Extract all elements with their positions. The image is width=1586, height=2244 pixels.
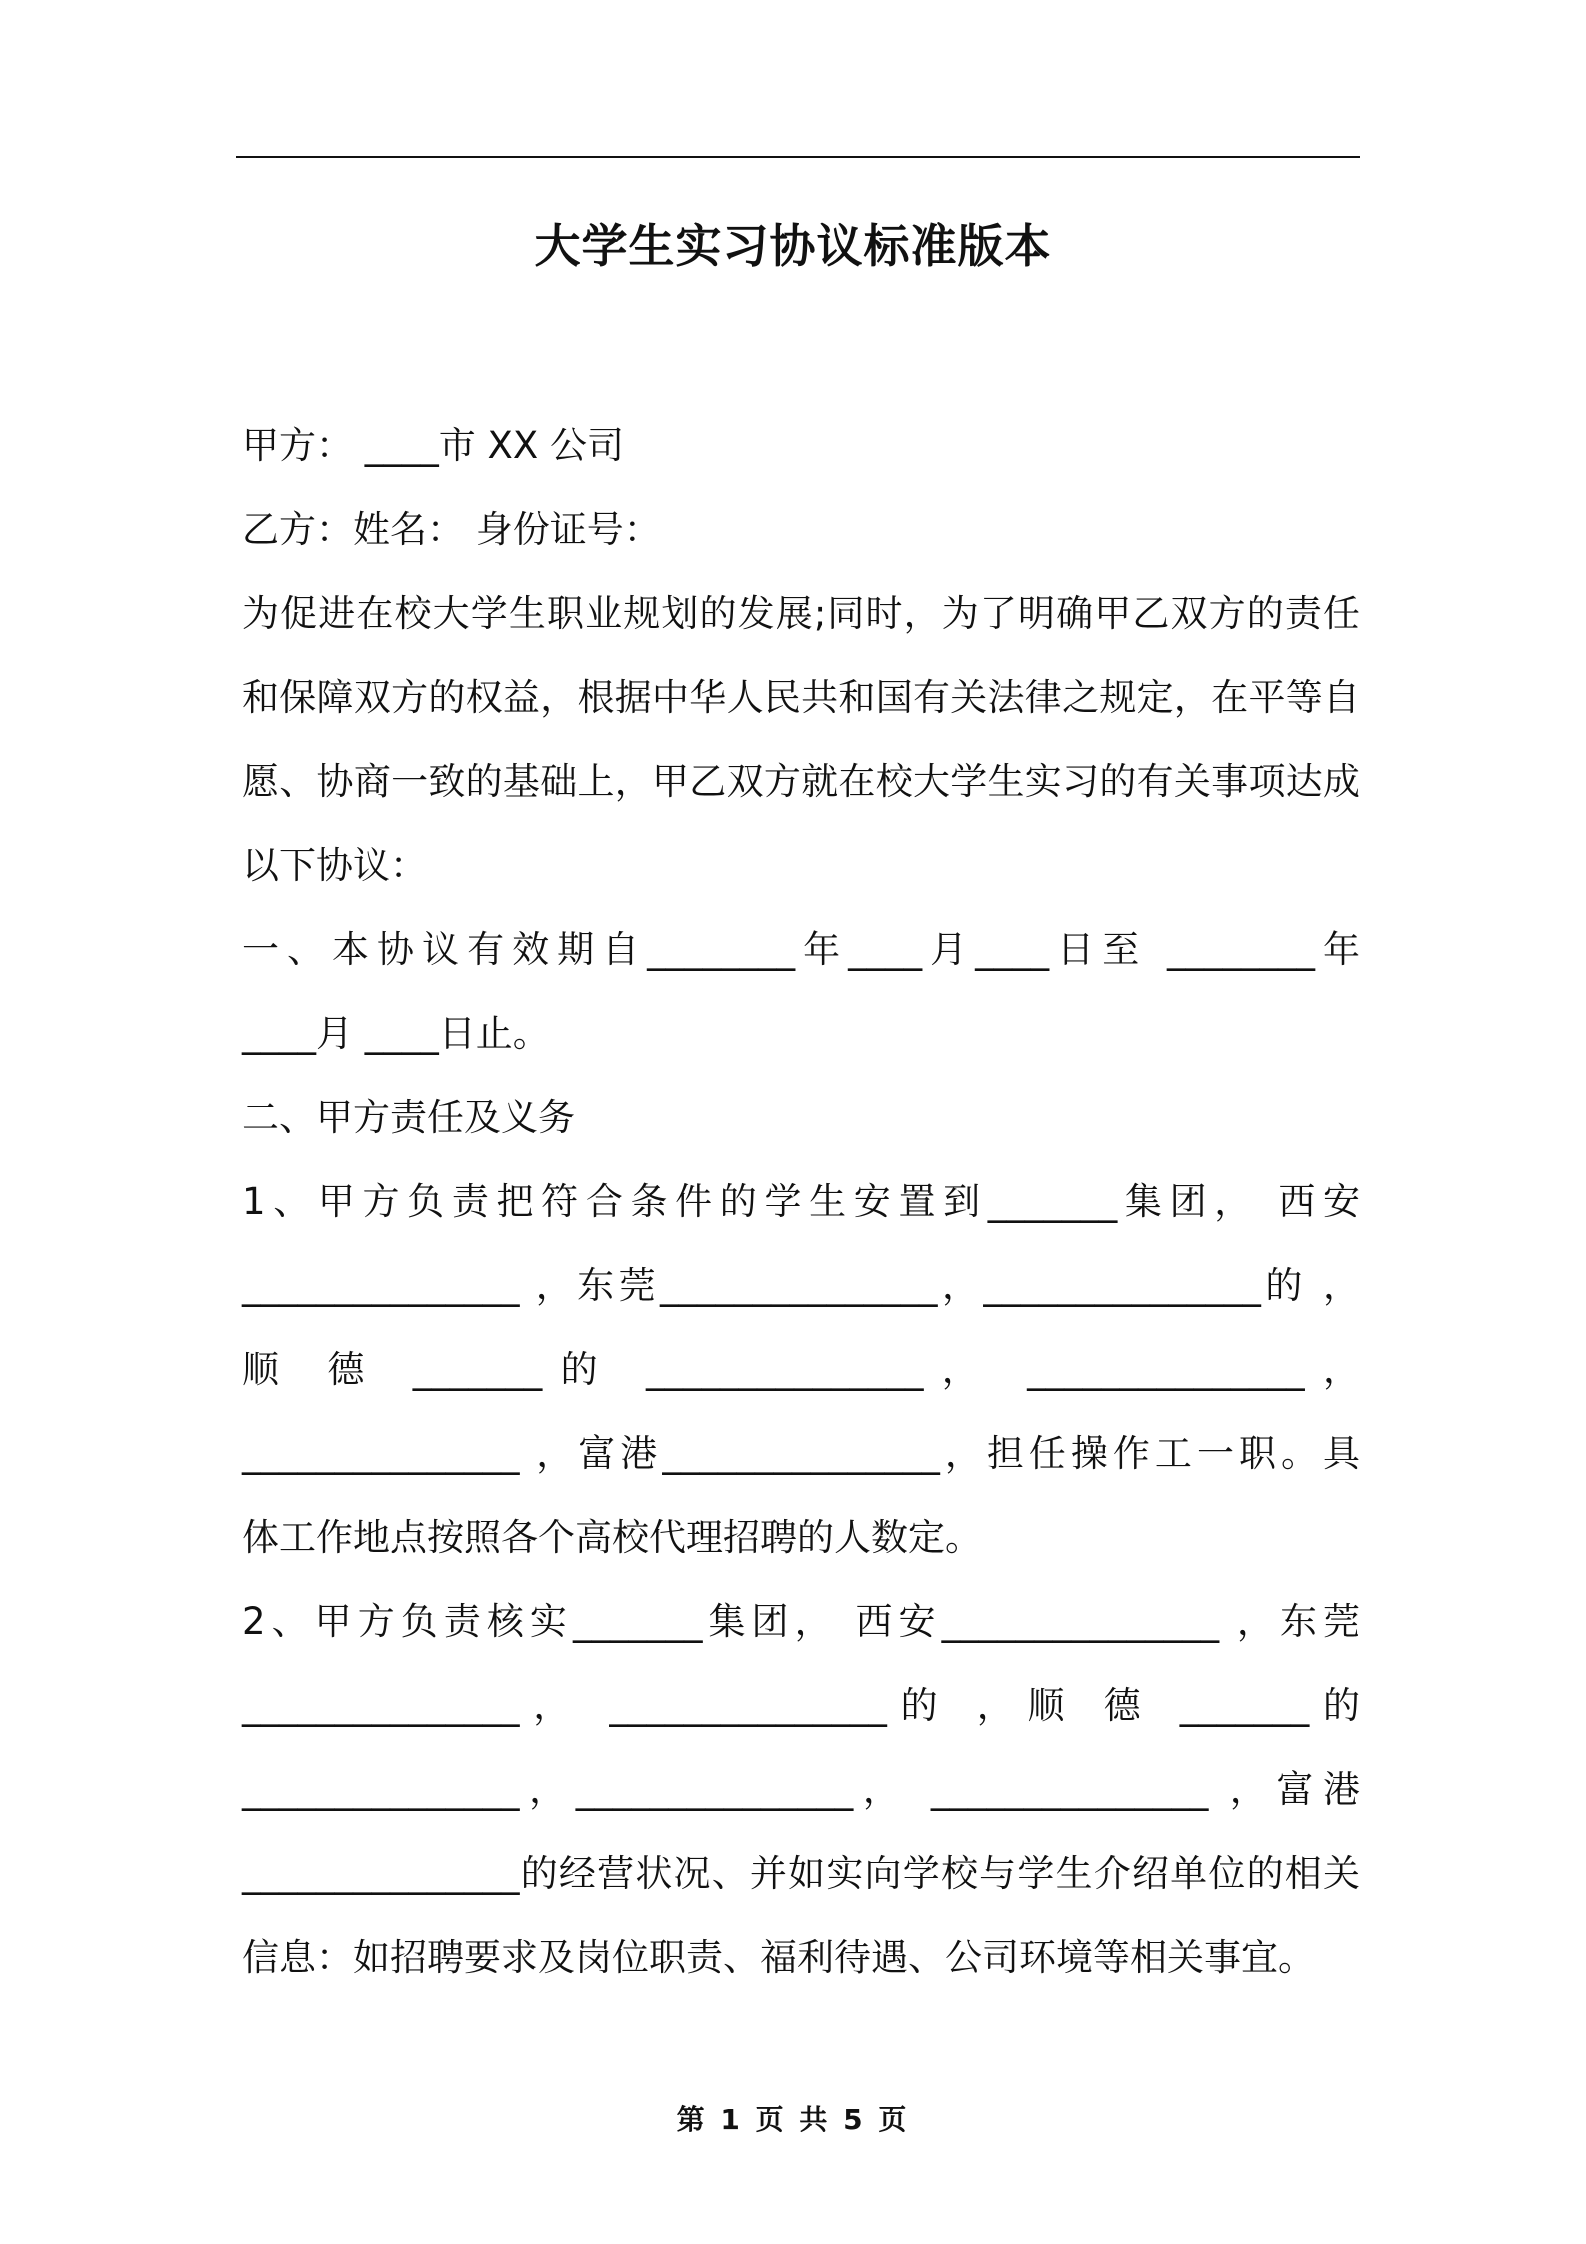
page-footer: 第 1 页 共 5 页 (676, 2103, 910, 2136)
item-2-line-3: _______________，_______________， _______________ ，富港 (242, 1768, 1360, 1811)
preamble-line-2: 和保障双方的权益，根据中华人民共和国有关法律之规定，在平等自 (242, 676, 1360, 719)
document-title: 大学生实习协议标准版本 (534, 219, 1052, 273)
party-a-line: 甲方： ____市 XX 公司 (242, 424, 624, 467)
preamble-line-4: 以下协议： (242, 844, 427, 887)
preamble-line-1: 为促进在校大学生职业规划的发展;同时，为了明确甲乙双方的责任 (242, 592, 1360, 635)
preamble-line-3: 愿、协商一致的基础上，甲乙双方就在校大学生实习的有关事项达成 (242, 760, 1360, 803)
item-1-line-3: 顺 德 _______的 _______________， _______________， (242, 1348, 1360, 1391)
item-1-line-5: 体工作地点按照各个高校代理招聘的人数定。 (242, 1516, 982, 1559)
section-2-heading: 二、甲方责任及义务 (242, 1096, 575, 1139)
item-2-line-2: _______________， _______________的 ，顺 德 _______的 (242, 1684, 1360, 1727)
document-body (242, 404, 1360, 2000)
header-rule (236, 156, 1360, 158)
clause-1-line-1: 一、本协议有效期自________年____月____日至 ________年 (242, 928, 1360, 971)
item-2-line-4: _______________的经营状况、并如实向学校与学生介绍单位的相关 (242, 1852, 1360, 1895)
item-2-line-5: 信息：如招聘要求及岗位职责、福利待遇、公司环境等相关事宜。 (242, 1936, 1315, 1979)
item-2-line-1: 2、甲方负责核实_______集团， 西安_______________ ，东莞 (242, 1600, 1360, 1643)
item-1-line-1: 1、甲方负责把符合条件的学生安置到_______集团， 西安 (242, 1180, 1360, 1223)
clause-1-line-2: ____月 ____日止。 (242, 1012, 550, 1055)
item-1-line-4: _______________ ，富港_______________，担任操作工一职。具 (242, 1432, 1360, 1475)
party-b-line: 乙方：姓名： 身份证号： (242, 508, 661, 551)
item-1-line-2: _______________ ，东莞_______________，_______________的 ， (242, 1264, 1360, 1307)
